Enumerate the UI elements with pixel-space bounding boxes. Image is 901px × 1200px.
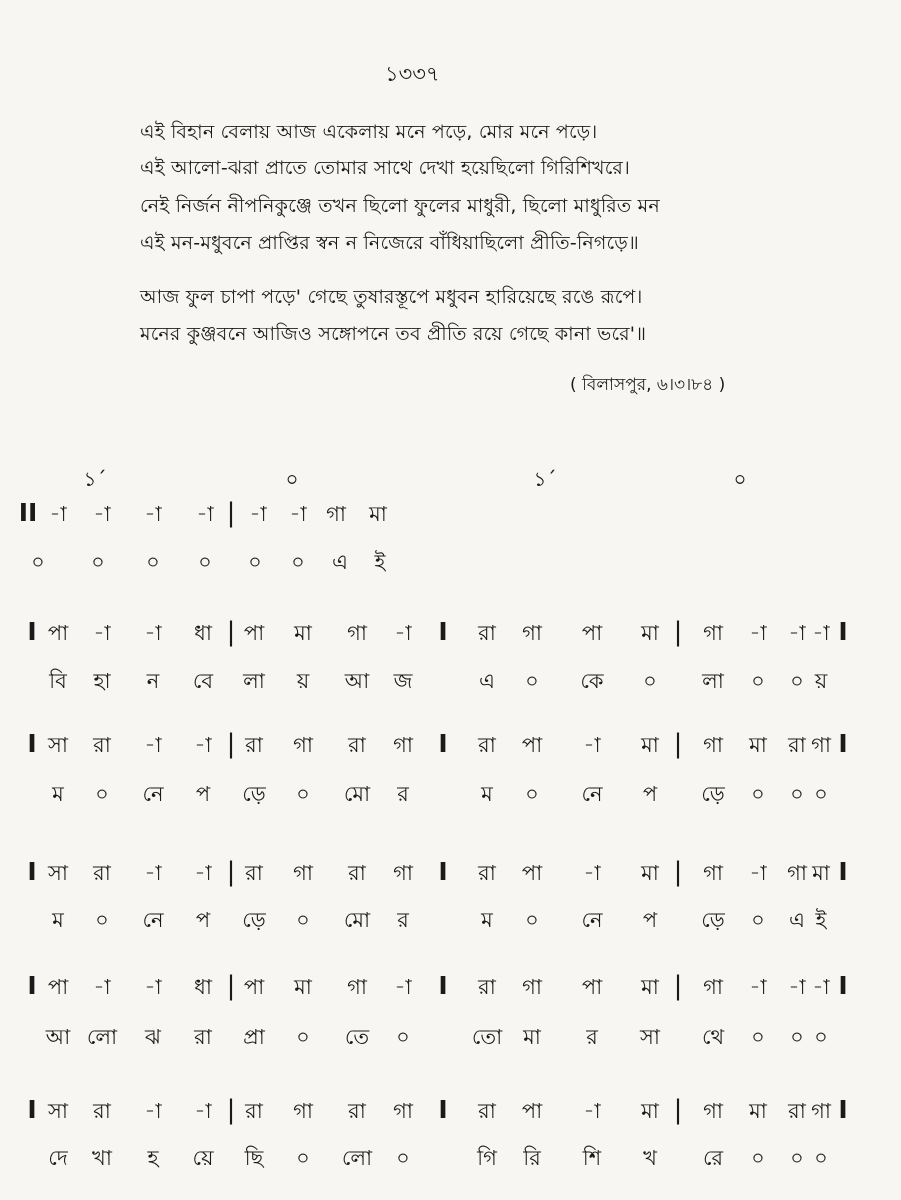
syllable: রি: [523, 1146, 541, 1170]
syllable: সা: [640, 1025, 660, 1049]
syllable: ০: [31, 550, 45, 574]
bar-divider: |: [673, 857, 683, 887]
swara-note: গা: [703, 861, 723, 885]
swara-note: -া: [194, 1099, 212, 1123]
syllable: ম: [52, 908, 64, 932]
syllable: মা: [523, 1025, 541, 1049]
swara-note: গা: [811, 1099, 831, 1123]
syllable: লা: [243, 669, 265, 693]
syllable: নে: [142, 782, 164, 806]
syllable: ঝ: [145, 1025, 161, 1049]
syllable: ০: [296, 1146, 310, 1170]
syllable: প: [642, 782, 658, 806]
notation-line: [0, 857, 901, 889]
swara-note: মা: [369, 502, 387, 526]
tala-mark: ১´: [533, 467, 557, 491]
syllable: য়ে: [192, 1146, 214, 1170]
syllable: ০: [296, 908, 310, 932]
swara-note: মা: [294, 621, 312, 645]
syllable: জ: [393, 669, 413, 693]
swara-note: -া: [93, 621, 111, 645]
swara-note: গা: [703, 621, 723, 645]
bar-divider: |: [226, 729, 236, 759]
swara-note: ধা: [194, 975, 212, 999]
syllable: প: [195, 908, 211, 932]
bar-start-mark: I: [438, 617, 448, 646]
syllable: প্রা: [243, 1025, 265, 1049]
bar-start-mark: I: [838, 1095, 848, 1124]
syllable: খ: [643, 1146, 657, 1170]
syllable: ০: [396, 1025, 410, 1049]
swara-note: গা: [703, 1099, 723, 1123]
lyric-line: আজ ফুল চাপা পড়ে' গেছে তুষারস্তূপে মধুবন হারিয়েছে রঙে রূপে।: [140, 286, 643, 308]
syllable: ০: [525, 669, 539, 693]
syllable: ০: [396, 1146, 410, 1170]
swara-note: পা: [243, 621, 265, 645]
swara-note: গা: [326, 502, 346, 526]
swara-note: সা: [48, 1099, 68, 1123]
swara-note: -া: [583, 1099, 601, 1123]
notation-lyric-line: [0, 1142, 901, 1174]
syllable: খা: [92, 1146, 112, 1170]
swara-note: -া: [194, 733, 212, 757]
syllable: লা: [702, 669, 724, 693]
swara-note: গা: [293, 861, 313, 885]
syllable: ০: [198, 550, 212, 574]
swara-note: মা: [749, 733, 767, 757]
syllable: তো: [471, 1025, 503, 1049]
bar-start-mark: I: [838, 971, 848, 1000]
swara-note: -া: [749, 975, 767, 999]
swara-note: -া: [583, 861, 601, 885]
swara-note: রা: [788, 1099, 806, 1123]
notation-lyric-line: [0, 665, 901, 697]
syllable: এ: [789, 908, 805, 932]
bar-start-mark: I: [838, 857, 848, 886]
bar-start-mark: I: [27, 617, 37, 646]
notation-line: [0, 617, 901, 649]
swara-note: পা: [521, 861, 543, 885]
swara-note: -া: [788, 975, 806, 999]
notation-line: [0, 1095, 901, 1127]
swara-note: গা: [703, 733, 723, 757]
bar-start-mark: I: [438, 729, 448, 758]
syllable: গি: [477, 1146, 497, 1170]
swara-note: -া: [93, 975, 111, 999]
syllable: ০: [291, 550, 305, 574]
swara-note: -া: [196, 502, 214, 526]
syllable: রে: [702, 1146, 724, 1170]
syllable: ০: [248, 550, 262, 574]
syllable: তে: [344, 1025, 370, 1049]
syllable: ০: [790, 669, 804, 693]
syllable: ০: [790, 1146, 804, 1170]
syllable: লো: [86, 1025, 118, 1049]
notation-line: [0, 498, 901, 530]
swara-note: -া: [194, 861, 212, 885]
bar-start-mark: I: [838, 729, 848, 758]
syllable: ০: [146, 550, 160, 574]
swara-note: গা: [393, 733, 413, 757]
swara-note: রা: [478, 861, 496, 885]
swara-note: গা: [811, 733, 831, 757]
swara-note: গা: [293, 733, 313, 757]
swara-note: রা: [788, 733, 806, 757]
bar-divider: |: [226, 617, 236, 647]
syllable: র: [397, 908, 409, 932]
swara-note: রা: [93, 733, 111, 757]
syllable: আ: [45, 1025, 71, 1049]
lyric-line: মনের কুঞ্জবনে আজিও সঙ্গোপনে তব প্রীতি রয়ে গেছে কানা ভরে'॥: [140, 323, 647, 345]
syllable: ০: [95, 908, 109, 932]
swara-note: মা: [641, 1099, 659, 1123]
syllable: ০: [525, 782, 539, 806]
swara-note: -া: [249, 502, 267, 526]
swara-note: পা: [581, 621, 603, 645]
tala-mark: ০: [733, 467, 747, 491]
notation-line: [0, 729, 901, 761]
swara-note: মা: [641, 733, 659, 757]
swara-note: -া: [583, 733, 601, 757]
syllable: ০: [751, 1025, 765, 1049]
syllable: ০: [751, 1146, 765, 1170]
syllable: হা: [93, 669, 111, 693]
swara-note: -া: [394, 975, 412, 999]
swara-note: গা: [393, 861, 413, 885]
bar-start-mark: I: [27, 971, 37, 1000]
notation-lyric-line: [0, 778, 901, 810]
bar-divider: |: [226, 1095, 236, 1125]
swara-note: রা: [478, 1099, 496, 1123]
bar-start-mark: I: [438, 857, 448, 886]
swara-note: গা: [522, 975, 542, 999]
bar-start-mark: II: [18, 498, 38, 527]
syllable: এ: [479, 669, 495, 693]
bar-start-mark: I: [438, 971, 448, 1000]
syllable: ০: [91, 550, 105, 574]
swara-note: -া: [289, 502, 307, 526]
tala-mark: ১´: [83, 467, 107, 491]
syllable: য়: [296, 669, 310, 693]
swara-note: মা: [641, 621, 659, 645]
syllable: ম: [52, 782, 64, 806]
syllable: নে: [142, 908, 164, 932]
swara-note: -া: [749, 621, 767, 645]
swara-note: পা: [243, 975, 265, 999]
swara-note: -া: [788, 621, 806, 645]
syllable: মো: [343, 908, 371, 932]
syllable: ০: [751, 669, 765, 693]
syllable: ০: [296, 782, 310, 806]
bar-start-mark: I: [27, 729, 37, 758]
bar-divider: |: [226, 971, 236, 1001]
tala-mark: ০: [285, 467, 299, 491]
syllable: ই: [374, 550, 386, 574]
syllable: ম: [481, 782, 493, 806]
bar-divider: |: [673, 729, 683, 759]
swara-note: -া: [93, 502, 111, 526]
syllable: ০: [95, 782, 109, 806]
page-number: ১৩৩৭: [385, 62, 440, 86]
swara-note: -া: [812, 975, 830, 999]
syllable: ০: [643, 669, 657, 693]
swara-note: -া: [812, 621, 830, 645]
bar-start-mark: I: [438, 1095, 448, 1124]
syllable: থে: [701, 1025, 725, 1049]
swara-note: -া: [144, 502, 162, 526]
swara-note: গা: [347, 621, 367, 645]
lyric-line: এই আলো-ঝরা প্রাতে তোমার সাথে দেখা হয়েছিলো গিরিশিখরে।: [140, 157, 630, 179]
swara-note: ধা: [194, 621, 212, 645]
syllable: ০: [814, 1146, 828, 1170]
syllable: প: [642, 908, 658, 932]
swara-note: পা: [521, 1099, 543, 1123]
swara-note: -া: [749, 861, 767, 885]
place-date: ( বিলাসপুর, ৬।৩।৮৪ ): [570, 375, 726, 395]
swara-note: মা: [641, 861, 659, 885]
swara-note: -া: [394, 621, 412, 645]
swara-note: গা: [393, 1099, 413, 1123]
syllable: শি: [582, 1146, 602, 1170]
lyric-line: এই মন-মধুবনে প্রাপ্তির স্বন ন নিজেরে বাঁধিয়াছিলো প্রীতি-নিগড়ে॥: [140, 232, 639, 254]
swara-note: রা: [93, 1099, 111, 1123]
lyric-line: এই বিহান বেলায় আজ একেলায় মনে পড়ে, মোর মনে পড়ে।: [140, 121, 598, 143]
syllable: ই: [815, 908, 827, 932]
swara-note: -া: [144, 1099, 162, 1123]
syllable: প: [195, 782, 211, 806]
syllable: কে: [580, 669, 604, 693]
swara-note: গা: [522, 621, 542, 645]
notation-line: [0, 971, 901, 1003]
swara-note: সা: [48, 733, 68, 757]
syllable: ছি: [244, 1146, 264, 1170]
lyric-line: নেই নির্জন নীপনিকুঞ্জে তখন ছিলো ফুলের মাধুরী, ছিলো মাধুরিত মন: [140, 195, 660, 217]
swara-note: রা: [245, 1099, 263, 1123]
tala-marks-row: [0, 465, 901, 497]
bar-start-mark: I: [27, 1095, 37, 1124]
syllable: ড়ে: [242, 782, 266, 806]
swara-note: -া: [144, 621, 162, 645]
swara-note: পা: [581, 975, 603, 999]
bar-start-mark: I: [27, 857, 37, 886]
syllable: ০: [790, 782, 804, 806]
swara-note: পা: [47, 975, 69, 999]
syllable: র: [397, 782, 409, 806]
syllable: ন: [146, 669, 160, 693]
swara-note: রা: [93, 861, 111, 885]
syllable: বে: [192, 669, 214, 693]
swara-note: রা: [245, 861, 263, 885]
syllable: ০: [814, 1025, 828, 1049]
syllable: ০: [525, 908, 539, 932]
syllable: ০: [790, 1025, 804, 1049]
swara-note: পা: [521, 733, 543, 757]
syllable: ০: [751, 782, 765, 806]
swara-note: মা: [812, 861, 830, 885]
swara-note: রা: [348, 1099, 366, 1123]
swara-note: -া: [144, 975, 162, 999]
swara-note: রা: [478, 975, 496, 999]
syllable: ড়ে: [701, 908, 725, 932]
swara-note: রা: [245, 733, 263, 757]
syllable: নে: [581, 782, 603, 806]
syllable: লো: [341, 1146, 373, 1170]
syllable: র: [586, 1025, 598, 1049]
syllable: ০: [751, 908, 765, 932]
syllable: বি: [49, 669, 67, 693]
bar-divider: |: [673, 1095, 683, 1125]
syllable: য়: [814, 669, 828, 693]
syllable: রা: [194, 1025, 212, 1049]
syllable: ড়ে: [242, 908, 266, 932]
syllable: দে: [48, 1146, 68, 1170]
swara-note: -া: [144, 861, 162, 885]
bar-divider: |: [673, 971, 683, 1001]
swara-note: রা: [348, 733, 366, 757]
syllable: এ: [332, 550, 348, 574]
swara-note: গা: [703, 975, 723, 999]
swara-note: -া: [144, 733, 162, 757]
syllable: হ: [147, 1146, 159, 1170]
swara-note: পা: [47, 621, 69, 645]
notation-lyric-line: [0, 1021, 901, 1053]
syllable: ম: [481, 908, 493, 932]
swara-note: গা: [787, 861, 807, 885]
swara-note: মা: [749, 1099, 767, 1123]
notation-lyric-line: [0, 546, 901, 578]
syllable: নে: [581, 908, 603, 932]
swara-note: গা: [293, 1099, 313, 1123]
syllable: মো: [343, 782, 371, 806]
swara-note: রা: [348, 861, 366, 885]
syllable: ০: [296, 1025, 310, 1049]
swara-note: মা: [294, 975, 312, 999]
bar-divider: |: [673, 617, 683, 647]
swara-note: রা: [478, 733, 496, 757]
swara-note: গা: [347, 975, 367, 999]
syllable: ০: [814, 782, 828, 806]
syllable: আ: [344, 669, 370, 693]
bar-divider: |: [226, 498, 236, 528]
swara-note: সা: [48, 861, 68, 885]
notation-lyric-line: [0, 904, 901, 936]
syllable: ড়ে: [701, 782, 725, 806]
swara-note: মা: [641, 975, 659, 999]
swara-note: রা: [478, 621, 496, 645]
bar-divider: |: [226, 857, 236, 887]
bar-start-mark: I: [838, 617, 848, 646]
swara-note: -া: [49, 502, 67, 526]
